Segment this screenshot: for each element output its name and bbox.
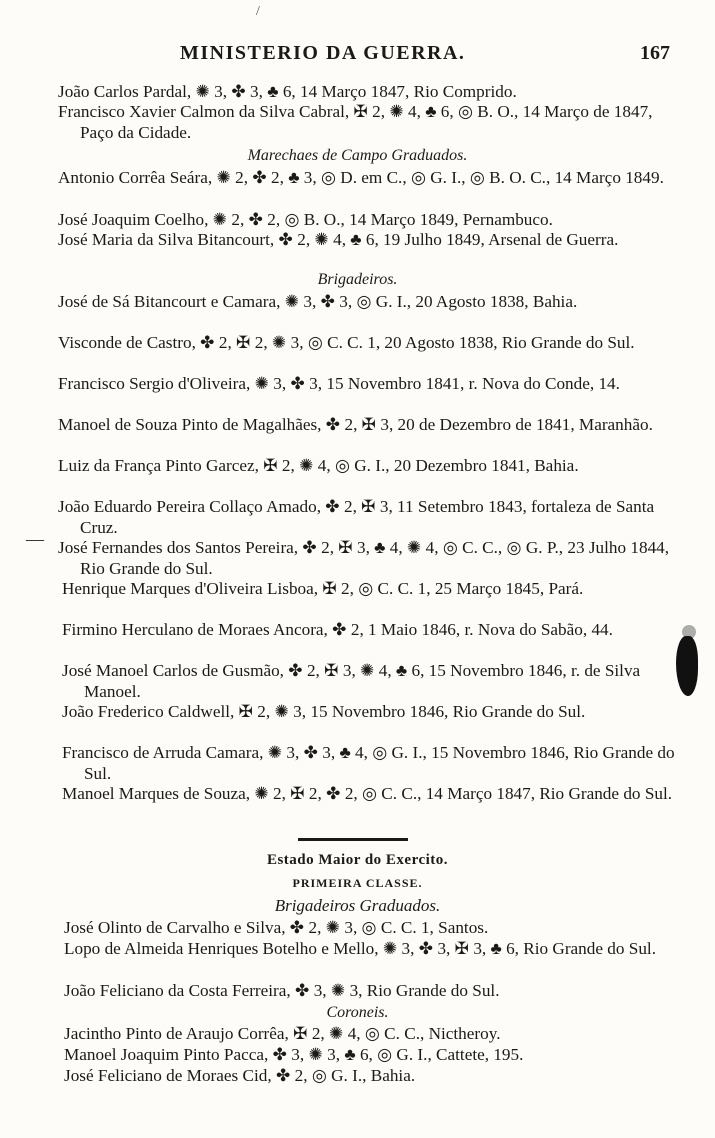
- entry: Francisco Sergio d'Oliveira, ✺ 3, ✤ 3, 15 Novembro 1841, r. Nova do Conde, 14.: [58, 374, 620, 393]
- section-heading-primeira-classe: PRIMEIRA CLASSE.: [292, 876, 423, 890]
- entry: Jacintho Pinto de Araujo Corrêa, ✠ 2, ✺ 4, ◎ C. C., Nictheroy.: [64, 1024, 501, 1043]
- section-heading-brigadeiros: Brigadeiros.: [317, 271, 398, 288]
- entry: Francisco Xavier Calmon da Silva Cabral, ✠ 2, ✺ 4, ♣ 6, ◎ B. O., 14 Março de 1847, Paço da Cidade.: [58, 102, 653, 142]
- entry: Visconde de Castro, ✤ 2, ✠ 2, ✺ 3, ◎ C. C. 1, 20 Agosto 1838, Rio Grande do Sul.: [58, 333, 635, 352]
- entry: João Carlos Pardal, ✺ 3, ✤ 3, ♣ 6, 14 Março 1847, Rio Comprido.: [58, 82, 517, 101]
- section-heading-estado-maior: Estado Maior do Exercito.: [266, 852, 449, 868]
- page-header: [0, 42, 715, 72]
- entry: João Eduardo Pereira Collaço Amado, ✤ 2, ✠ 3, 11 Setembro 1843, fortaleza de Santa Cruz.: [58, 497, 655, 537]
- entry: Lopo de Almeida Henriques Botelho e Mello, ✺ 3, ✤ 3, ✠ 3, ♣ 6, Rio Grande do Sul.: [64, 939, 656, 958]
- entry: José Manoel Carlos de Gusmão, ✤ 2, ✠ 3, ✺ 4, ♣ 6, 15 Novembro 1846, r. de Silva Manoel.: [62, 661, 641, 701]
- entry: José Fernandes dos Santos Pereira, ✤ 2, ✠ 3, ♣ 4, ✺ 4, ◎ C. C., ◎ G. P., 23 Julho 1844, Rio Grande do Sul.: [58, 538, 670, 578]
- entry: José Feliciano de Moraes Cid, ✤ 2, ◎ G. I., Bahia.: [64, 1066, 416, 1085]
- section-heading-marechaes: Marechaes de Campo Graduados.: [247, 147, 468, 164]
- page-number: 167: [640, 42, 670, 64]
- entry: José Maria da Silva Bitancourt, ✤ 2, ✺ 4, ♣ 6, 19 Julho 1849, Arsenal de Guerra.: [58, 230, 619, 249]
- section-rule: [298, 838, 408, 841]
- entry: Manoel Joaquim Pinto Pacca, ✤ 3, ✺ 3, ♣ 6, ◎ G. I., Cattete, 195.: [64, 1045, 524, 1064]
- entry: João Feliciano da Costa Ferreira, ✤ 3, ✺ 3, Rio Grande do Sul.: [64, 981, 500, 1000]
- entry: José Joaquim Coelho, ✺ 2, ✤ 2, ◎ B. O., 14 Março 1849, Pernambuco.: [58, 210, 553, 229]
- entry: Francisco de Arruda Camara, ✺ 3, ✤ 3, ♣ 4, ◎ G. I., 15 Novembro 1846, Rio Grande do Sul.: [62, 743, 675, 783]
- entry: Manoel Marques de Souza, ✺ 2, ✠ 2, ✤ 2, ◎ C. C., 14 Março 1847, Rio Grande do Sul.: [62, 784, 673, 803]
- entry: Manoel de Souza Pinto de Magalhães, ✤ 2, ✠ 3, 20 de Dezembro de 1841, Maranhão.: [58, 415, 653, 434]
- top-mark: /: [256, 4, 260, 19]
- section-heading-coroneis: Coroneis.: [326, 1004, 389, 1021]
- section-heading-brigadeiros-graduados: Brigadeiros Graduados.: [274, 896, 441, 915]
- entry: Luiz da França Pinto Garcez, ✠ 2, ✺ 4, ◎ G. I., 20 Dezembro 1841, Bahia.: [58, 456, 579, 475]
- running-head: MINISTERIO DA GUERRA.: [180, 42, 466, 64]
- margin-mark: —: [26, 529, 44, 549]
- entry: José Olinto de Carvalho e Silva, ✤ 2, ✺ 3, ◎ C. C. 1, Santos.: [64, 918, 489, 937]
- entry: Firmino Herculano de Moraes Ancora, ✤ 2, 1 Maio 1846, r. Nova do Sabão, 44.: [62, 620, 613, 639]
- entry: João Frederico Caldwell, ✠ 2, ✺ 3, 15 Novembro 1846, Rio Grande do Sul.: [62, 702, 586, 721]
- entry: Henrique Marques d'Oliveira Lisboa, ✠ 2, ◎ C. C. 1, 25 Março 1845, Pará.: [62, 579, 584, 598]
- entry: José de Sá Bitancourt e Camara, ✺ 3, ✤ 3, ◎ G. I., 20 Agosto 1838, Bahia.: [58, 292, 578, 311]
- entry: Antonio Corrêa Seára, ✺ 2, ✤ 2, ♣ 3, ◎ D. em C., ◎ G. I., ◎ B. O. C., 14 Março 1849.: [58, 168, 664, 187]
